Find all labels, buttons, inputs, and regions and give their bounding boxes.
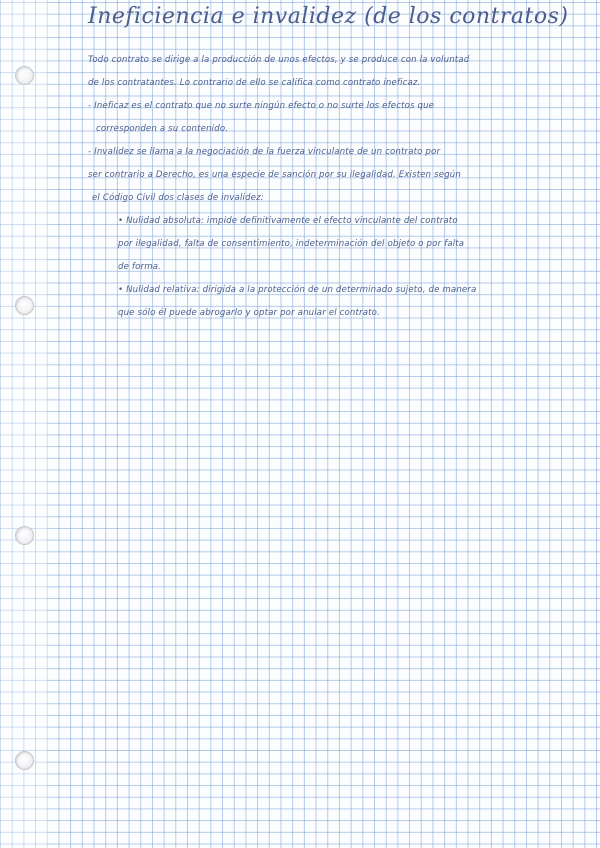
bullet-2-line-3: el Código Civil dos clases de invalidez:	[92, 193, 264, 203]
bullet-1-line-2: corresponden a su contenido.	[96, 124, 229, 134]
paragraph-line-1: Todo contrato se dirige a la producción de unos efectos, y se produce con la voluntad	[88, 55, 470, 65]
binder-hole-3	[15, 526, 34, 545]
page-title: Ineficiencia e invalidez (de los contratos)	[88, 4, 569, 29]
sub-bullet-1-line-2: por ilegalidad, falta de consentimiento, indeterminación del objeto o por falta	[118, 239, 465, 249]
binder-hole-2	[15, 296, 34, 315]
binder-hole-4	[15, 751, 34, 770]
sub-bullet-2-line-1: • Nulidad relativa: dirigida a la protección de un determinado sujeto, de manera	[118, 285, 477, 295]
bullet-1-line-1: - Ineficaz es el contrato que no surte ningún efecto o no surte los efectos que	[88, 101, 435, 111]
binder-hole-1	[15, 66, 34, 85]
bullet-2-line-1: - Invalidez se llama a la negociación de la fuerza vinculante de un contrato por	[88, 147, 441, 157]
page-margin	[0, 0, 48, 848]
sub-bullet-1-line-3: de forma.	[118, 262, 162, 272]
sub-bullet-1-line-1: • Nulidad absoluta: impide definitivamente el efecto vinculante del contrato	[118, 216, 458, 226]
sub-bullet-2-line-2: que sólo él puede abrogarlo y optar por anular el contrato.	[118, 308, 380, 318]
paragraph-line-2: de los contratantes. Lo contrario de ello se califica como contrato ineficaz.	[88, 78, 421, 88]
bullet-2-line-2: ser contrario a Derecho, es una especie de sanción por su ilegalidad. Existen según	[88, 170, 462, 180]
